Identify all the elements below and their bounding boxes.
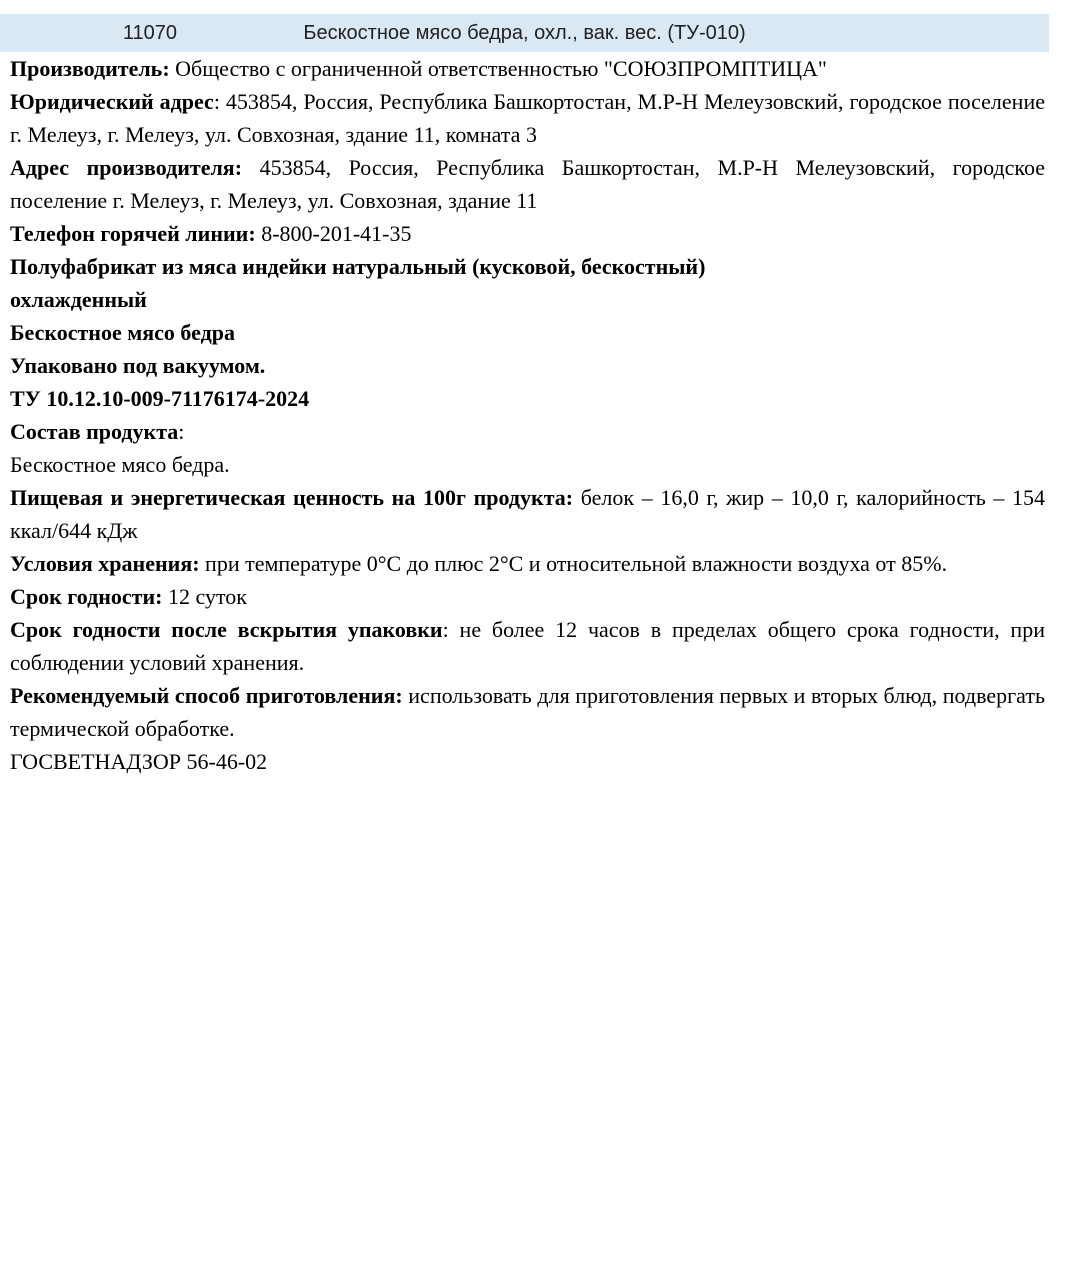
shelf-life-opened-text: не более 12 часов в пределах общего срока годности, при соблюдении условий хранения.: [10, 617, 1045, 675]
producer-address-text: 453854, Россия, Республика Башкортостан, М.Р-Н Мелеузовский, городское поселение г. Мелеуз, г. Мелеуз, ул. Совхозная, здание 11: [10, 155, 1046, 213]
hotline-number: 8-800-201-41-35: [261, 221, 412, 246]
hotline-label: Телефон горячей линии:: [10, 221, 256, 246]
shelf-life-label: Срок годности:: [10, 584, 163, 609]
product-row-header[interactable]: [0, 14, 1049, 52]
product-description-block: [10, 250, 1045, 382]
cooking-method-paragraph: [10, 679, 1045, 745]
composition-paragraph: [10, 415, 1045, 481]
composition-label: Состав продукта: [10, 419, 179, 444]
shelf-life-opened-separator: :: [442, 617, 460, 642]
nutrition-paragraph: [10, 481, 1045, 547]
producer-address-label: Адрес производителя:: [10, 155, 243, 180]
storage-conditions-paragraph: [10, 547, 1045, 580]
composition-separator: :: [178, 419, 185, 444]
product-description-line: охлажденный: [10, 287, 147, 312]
legal-address-label: Юридический адрес: [10, 89, 214, 114]
product-description-line: Упаковано под вакуумом.: [10, 353, 266, 378]
product-code: 11070: [122, 22, 178, 44]
hotline-paragraph: [10, 217, 1045, 250]
product-description-line: Бескостное мясо бедра: [10, 320, 235, 345]
storage-conditions-label: Условия хранения:: [10, 551, 200, 576]
nutrition-text: белок – 16,0 г, жир – 10,0 г, калорийность – 154 ккал/644 кДж: [10, 485, 1046, 543]
shelf-life-opened-label: Срок годности после вскрытия упаковки: [10, 617, 443, 642]
document-content: [0, 52, 1067, 778]
shelf-life-text: 12 суток: [168, 584, 247, 609]
product-description-line: Полуфабрикат из мяса индейки натуральный (кусковой, бескостный): [10, 254, 706, 279]
producer-text: Общество с ограниченной ответственностью "СОЮЗПРОМПТИЦА": [175, 56, 827, 81]
producer-label: Производитель:: [10, 56, 170, 81]
cooking-method-text: использовать для приготовления первых и вторых блюд, подвергать термической обработке.: [10, 683, 1045, 741]
composition-text: Бескостное мясо бедра.: [10, 452, 230, 477]
shelf-life-opened-paragraph: [10, 613, 1045, 679]
nutrition-label: Пищевая и энергетическая ценность на 100г продукта:: [10, 485, 574, 510]
legal-address-paragraph: [10, 85, 1045, 151]
shelf-life-paragraph: [10, 580, 1045, 613]
producer-paragraph: [10, 52, 1045, 85]
legal-address-text: 453854, Россия, Республика Башкортостан, М.Р-Н Мелеузовский, городское поселение г. Мелеуз, г. Мелеуз, ул. Совхозная, здание 11, комната 3: [10, 89, 1045, 147]
tu-number: ТУ 10.12.10-009-71176174-2024: [10, 386, 310, 411]
cooking-method-label: Рекомендуемый способ приготовления:: [10, 683, 403, 708]
gosvetnadzor-line: ГОСВЕТНАДЗОР 56-46-02: [10, 749, 268, 774]
legal-address-separator: :: [213, 89, 226, 114]
producer-address-paragraph: [10, 151, 1045, 217]
product-title: Бескостное мясо бедра, охл., вак. вес. (ТУ-010): [303, 22, 746, 44]
storage-conditions-text: при температуре 0°С до плюс 2°С и относительной влажности воздуха от 85%.: [205, 551, 948, 576]
